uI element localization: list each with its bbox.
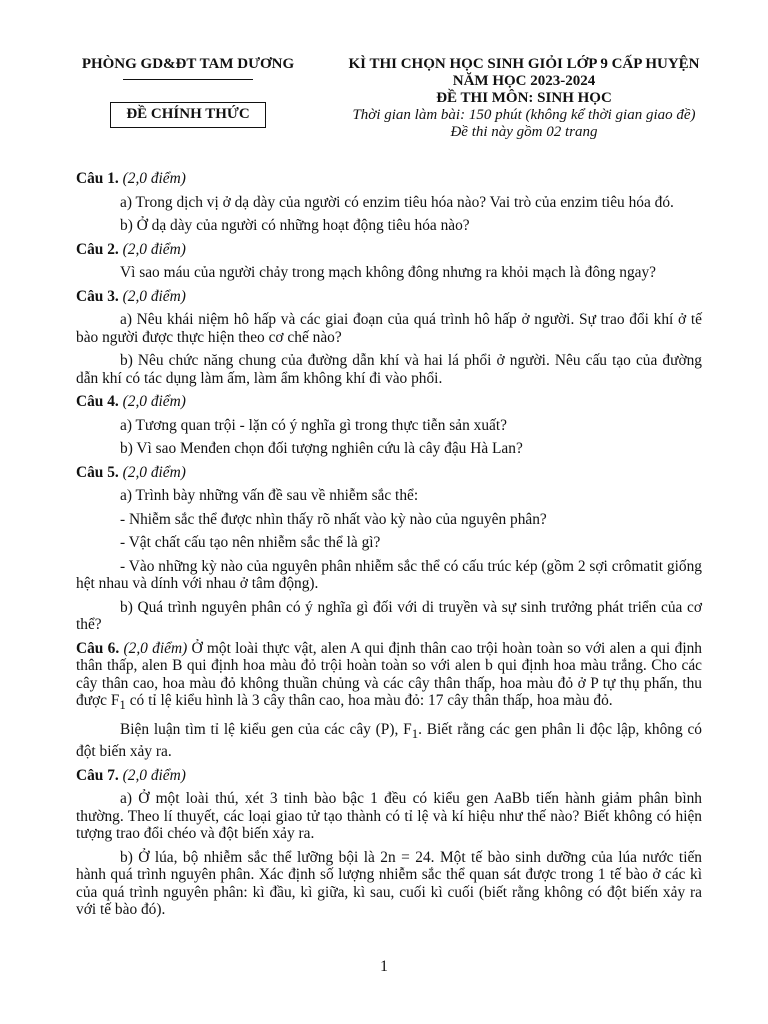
question-text: có tỉ lệ kiểu hình là 3 cây thân cao, hoa màu đỏ: 17 cây thân thấp, hoa màu đỏ. [125, 692, 613, 709]
question-text: . Biết rằng các gen phân li độc lập, không có đột biến xảy ra. [76, 720, 702, 761]
question-paragraph: a) Trong dịch vị ở dạ dày của người có enzim tiêu hóa nào? Vai trò của enzim tiêu hóa đó. [120, 193, 674, 211]
question-points: (2,0 điểm) [122, 240, 186, 258]
page-number: 1 [380, 958, 388, 975]
question-heading [76, 288, 702, 306]
question-label: Câu 4. [76, 393, 119, 410]
question-heading [76, 393, 702, 411]
question-paragraph: b) Nêu chức năng chung của đường dẫn khí và hai lá phổi ở người. Nêu cấu tạo của đường dẫn khí có tác dụng làm ấm, làm ẩm không khí đi vào phổi. [76, 352, 702, 387]
question-points: (2,0 điểm) [122, 170, 186, 187]
question-points: (2,0 điểm) [123, 639, 188, 657]
question-label: Câu 1. [76, 170, 119, 187]
question-paragraph: - Nhiễm sắc thể được nhìn thấy rõ nhất vào kỳ nào của nguyên phân? [120, 510, 547, 528]
question-heading [76, 241, 702, 259]
header-right [328, 56, 720, 141]
school-year: NĂM HỌC 2023-2024 [452, 73, 596, 89]
department-underline [123, 79, 253, 80]
duration-note: Thời gian làm bài: 150 phút (không kể thời gian giao đề) [352, 107, 696, 123]
pages-note: Đề thi này gồm 02 trang [450, 124, 598, 140]
official-label-box: ĐỀ CHÍNH THỨC [110, 102, 266, 128]
questions-body [76, 170, 702, 925]
question-paragraph [76, 640, 702, 715]
question-paragraph [76, 721, 702, 761]
question-paragraph: b) Quá trình nguyên phân có ý nghĩa gì đối với di truyền và sự sinh trưởng phát triển của cơ thể? [76, 598, 702, 633]
question-label: Câu 5. [76, 463, 119, 481]
department-name: PHÒNG GD&ĐT TAM DƯƠNG [81, 56, 295, 72]
question-points: (2,0 điểm) [122, 766, 186, 784]
subscript: 1 [411, 726, 419, 741]
question-label: Câu 2. [76, 240, 119, 258]
question-label: Câu 6. [76, 639, 120, 657]
question-heading [76, 464, 702, 482]
question-paragraph: b) Ở dạ dày của người có những hoạt động tiêu hóa nào? [120, 217, 470, 234]
question-points: (2,0 điểm) [122, 287, 186, 305]
question-points: (2,0 điểm) [122, 463, 186, 481]
question-paragraph: b) Ở lúa, bộ nhiễm sắc thể lưỡng bội là 2n = 24. Một tế bào sinh dưỡng của lúa nước tiến hành quá trình nguyên phân. Xác định số lượng nhiễm sắc thể quan sát được trong 1 tế bào ở các kì của quá trình nguyên phân: kì đầu, kì giữa, kì sau, cuối kì cuối (biết rằng không có đột biến xảy ra với tế bào đó). [76, 848, 702, 919]
question-paragraph: b) Vì sao Menđen chọn đối tượng nghiên cứu là cây đậu Hà Lan? [120, 440, 523, 457]
subscript: 1 [119, 698, 126, 713]
subject-title: ĐỀ THI MÔN: SINH HỌC [436, 90, 612, 106]
question-text: Ở một loài thực vật, alen A qui định thân cao trội hoàn toàn so với alen a qui định thân thấp, alen B qui định hoa màu đỏ trội hoàn toàn so với alen b qui định hoa màu trắng. Cho các cây thân cao, hoa màu đỏ không thuần chủng và các cây thân thấp, hoa màu đỏ ở P tự thụ phấn, thu được F [76, 639, 702, 709]
header-left [68, 56, 308, 128]
exam-title: KÌ THI CHỌN HỌC SINH GIỎI LỚP 9 CẤP HUYỆN [348, 56, 700, 72]
question-heading [76, 170, 702, 188]
question-paragraph: - Vật chất cấu tạo nên nhiễm sắc thể là gì? [120, 534, 381, 551]
question-paragraph: a) Tương quan trội - lặn có ý nghĩa gì trong thực tiễn sản xuất? [120, 416, 507, 434]
question-paragraph: a) Trình bày những vấn đề sau về nhiễm sắc thể: [120, 487, 419, 504]
question-heading [76, 767, 702, 785]
question-points: (2,0 điểm) [122, 393, 186, 410]
question-paragraph: a) Ở một loài thú, xét 3 tinh bào bậc 1 đều có kiểu gen AaBb tiến hành giảm phân bình thường. Theo lí thuyết, các loại giao tử tạo thành có tỉ lệ và kí hiệu như thế nào? Biết không có hiện tượng trao đổi chéo và đột biến xảy ra. [76, 790, 702, 843]
question-text: Biện luận tìm tỉ lệ kiểu gen của các cây (P), F [120, 720, 412, 738]
question-paragraph: - Vào những kỳ nào của nguyên phân nhiễm sắc thể có cấu trúc kép (gồm 2 sợi crômatit giống hệt nhau và dính với nhau ở tâm động). [76, 557, 702, 592]
question-label: Câu 7. [76, 766, 119, 784]
question-paragraph: Vì sao máu của người chảy trong mạch không đông nhưng ra khỏi mạch là đông ngay? [120, 264, 657, 281]
question-label: Câu 3. [76, 287, 119, 305]
question-paragraph: a) Nêu khái niệm hô hấp và các giai đoạn của quá trình hô hấp ở người. Sự trao đổi khí ở tế bào người được thực hiện theo cơ chế nào? [76, 311, 702, 346]
